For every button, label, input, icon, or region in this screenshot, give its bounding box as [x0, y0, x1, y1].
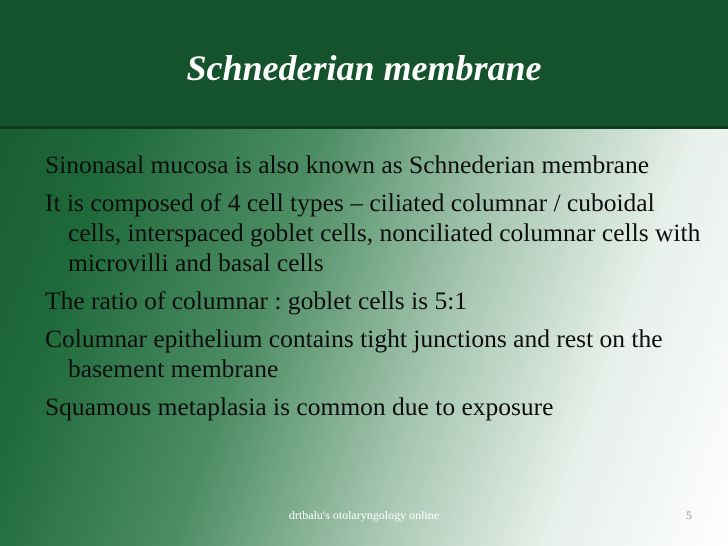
title-divider	[0, 126, 728, 129]
bullet-list	[45, 150, 705, 430]
page-number: 5	[686, 508, 692, 522]
bullet-item: Squamous metaplasia is common due to exposure	[45, 392, 554, 421]
footer-text: drtbalu's otolaryngology online	[288, 508, 440, 522]
bullet-item: Columnar epithelium contains tight junctions and rest on the basement membrane	[45, 324, 663, 383]
slide-title: Schnederian membrane	[186, 48, 542, 88]
bullet-item: The ratio of columnar : goblet cells is 5:1	[45, 286, 468, 315]
bullet-item: Sinonasal mucosa is also known as Schnederian membrane	[45, 150, 650, 179]
bullet-item: It is composed of 4 cell types – ciliated columnar / cuboidal cells, interspaced goblet cells, nonciliated columnar cells with microvilli and basal cells	[45, 188, 701, 277]
